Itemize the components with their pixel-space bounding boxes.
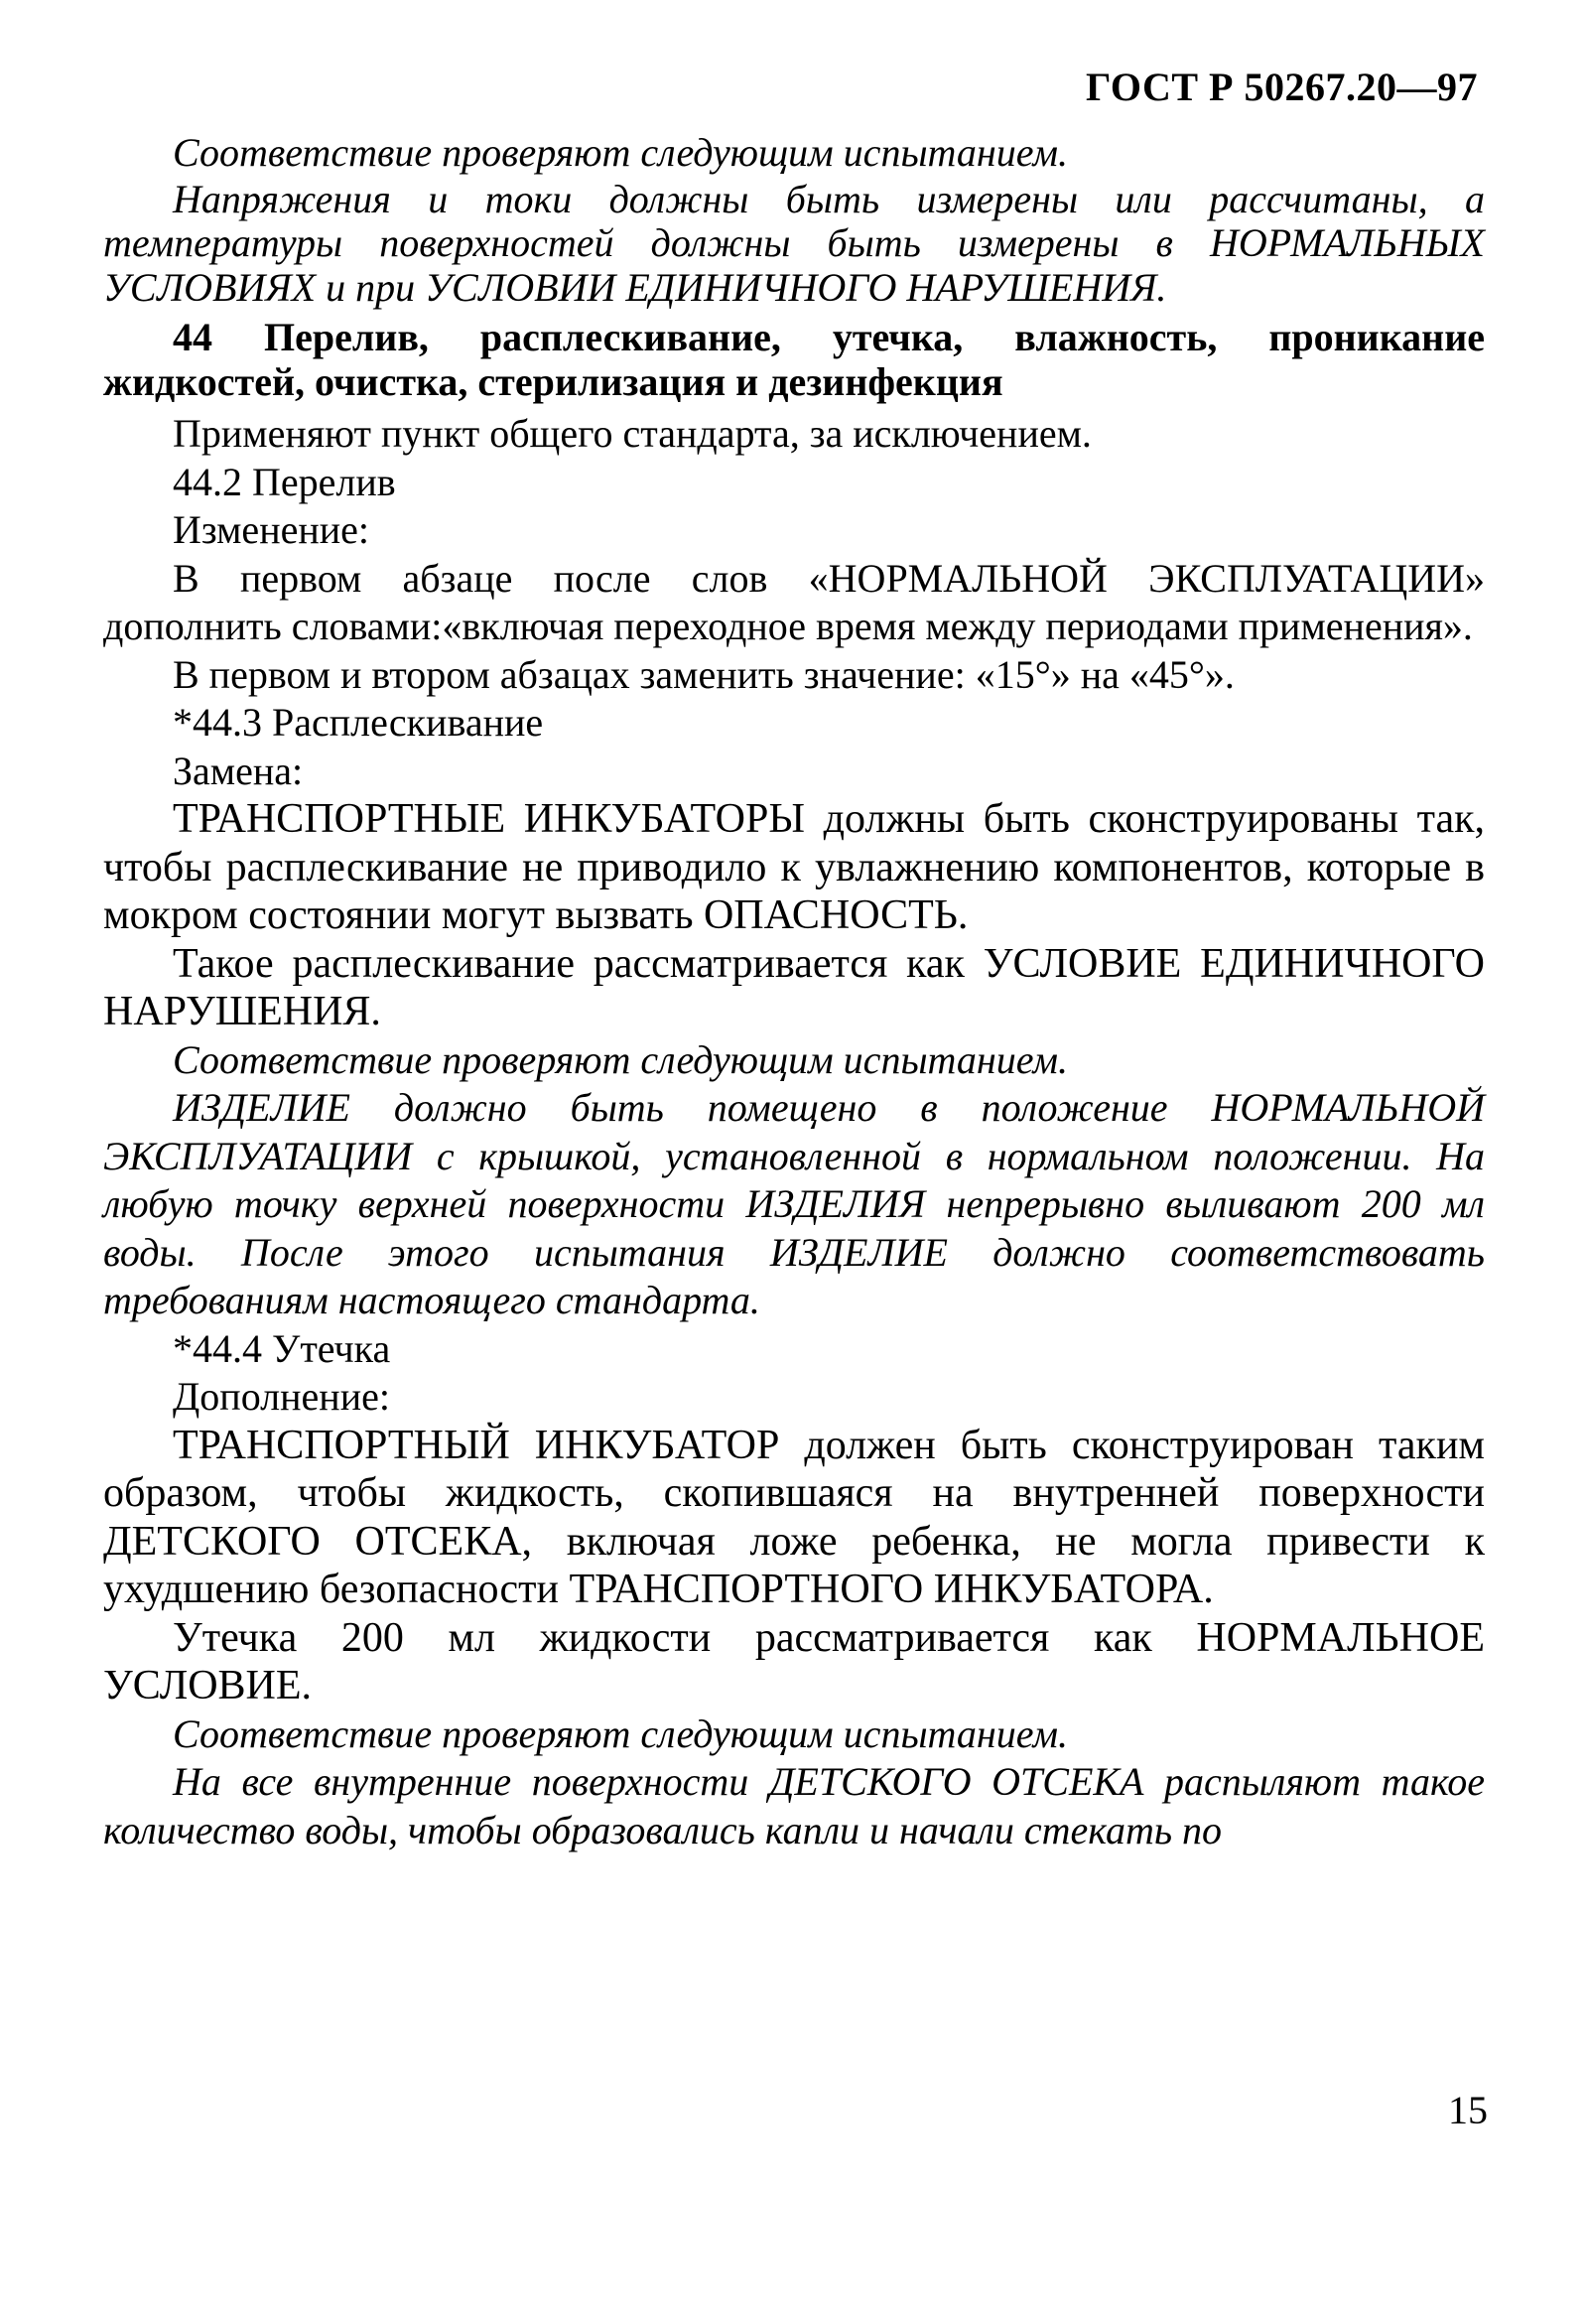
spill-test-procedure: ИЗДЕЛИЕ должно быть помещено в положение НОРМАЛЬНОЙ ЭКСПЛУАТАЦИИ с крышкой, установленной в нормальном положении. На любую точку верхней поверхности ИЗДЕЛИЯ непрерывно выливают 200 мл воды. После этого испытания ИЗДЕЛИЕ должно соответствовать требованиям настоящего стандарта. [103,1085,1485,1322]
angle-replacement: В первом и втором абзацах заменить значение: «15°» на «45°». [173,651,1235,697]
general-standard-clause: Применяют пункт общего стандарта, за исключением. [173,411,1092,456]
leak-design-requirement: ТРАНСПОРТНЫЙ ИНКУБАТОР должен быть сконструирован таким образом, чтобы жидкость, скопившаяся на внутренней поверхности ДЕТСКОГО ОТСЕКА, включая ложе ребенка, не могла привести к ухудшению безопасности ТРАНСПОРТНОГО ИНКУБАТОРА. [103,1422,1485,1612]
body-text [103,129,1485,1854]
subsection-44-2-heading: 44.2 Перелив [173,459,396,504]
leak-normal-condition: Утечка 200 мл жидкости рассматривается как НОРМАЛЬНОЕ УСЛОВИЕ. [103,1614,1485,1709]
compliance-note: Соответствие проверяют следующим испытанием. [173,130,1069,175]
compliance-note: Соответствие проверяют следующим испытанием. [173,1710,1069,1756]
measurement-requirement: Напряжения и токи должны быть измерены или рассчитаны, а температуры поверхностей должны быть измерены в НОРМАЛЬНЫХ УСЛОВИЯХ и при УСЛОВИИ ЕДИНИЧНОГО НАРУШЕНИЯ. [103,176,1485,310]
subsection-44-4-heading: *44.4 Утечка [173,1325,391,1371]
spill-design-requirement: ТРАНСПОРТНЫЕ ИНКУБАТОРЫ должны быть сконструированы так, чтобы расплескивание не приводило к увлажнению компонентов, которые в мокром состоянии могут вызвать ОПАСНОСТЬ. [103,796,1485,938]
amendment-label: Изменение: [173,507,370,552]
page-number: 15 [1448,2088,1488,2132]
addition-label: Дополнение: [173,1374,390,1419]
spill-single-fault: Такое расплескивание рассматривается как УСЛОВИЕ ЕДИНИЧНОГО НАРУШЕНИЯ. [103,940,1485,1034]
compliance-note: Соответствие проверяют следующим испытанием. [173,1036,1069,1082]
amendment-first-paragraph: В первом абзаце после слов «НОРМАЛЬНОЙ ЭКСПЛУАТАЦИИ» дополнить словами:«включая переходное время между периодами применения». [103,555,1485,648]
subsection-44-3-heading: *44.3 Расплескивание [173,700,544,745]
leak-test-procedure: На все внутренние поверхности ДЕТСКОГО ОТСЕКА распыляют такое количество воды, чтобы образовались капли и начали стекать по [103,1759,1485,1852]
section-44-heading: 44 Перелив, расплескивание, утечка, влажность, проникание жидкостей, очистка, стерилизация и дезинфекция [103,315,1485,404]
replacement-label: Замена: [173,748,304,793]
standard-header: ГОСТ Р 50267.20—97 [1085,65,1478,109]
